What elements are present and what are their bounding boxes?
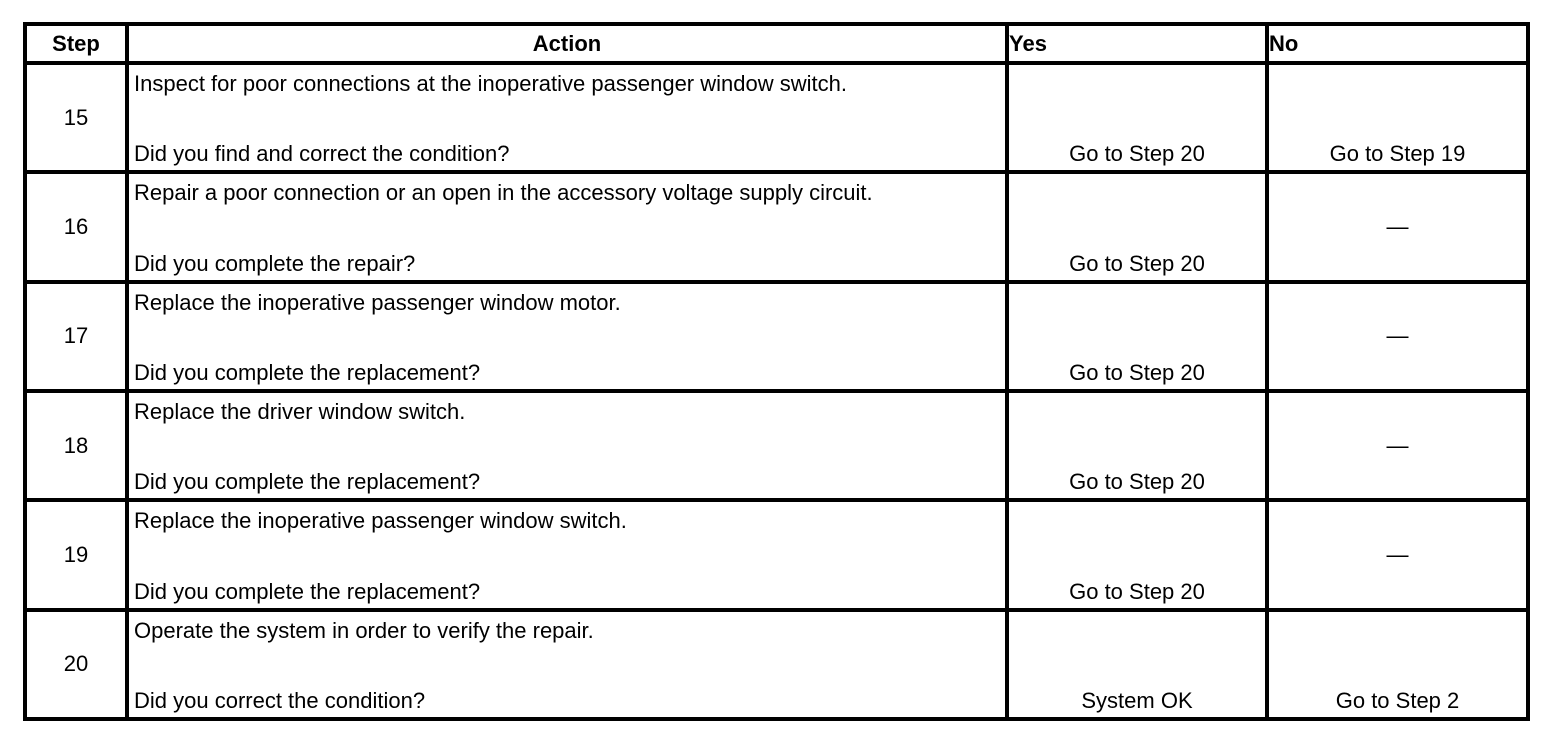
no-cell [1267, 500, 1528, 609]
yes-result: Go to Step 20 [1069, 359, 1205, 385]
action-question: Did you correct the condition? [134, 688, 426, 713]
yes-cell [1007, 172, 1267, 281]
action-cell [127, 172, 1007, 281]
action-cell [127, 610, 1007, 719]
no-result: Go to Step 2 [1335, 688, 1460, 713]
yes-cell [1007, 391, 1267, 500]
no-cell [1267, 172, 1528, 281]
table-row [25, 172, 1528, 281]
table-row [25, 282, 1528, 391]
yes-cell [1007, 282, 1267, 391]
action-instruction: Operate the system in order to verify the repair. [134, 617, 594, 643]
action-cell [127, 63, 1007, 172]
action-question: Did you complete the replacement? [134, 578, 481, 604]
yes-result: Go to Step 20 [1069, 578, 1205, 604]
step-number: 17 [25, 282, 127, 391]
yes-cell [1007, 610, 1267, 719]
diagnostic-table [23, 22, 1530, 721]
action-instruction: Repair a poor connection or an open in the accessory voltage supply circuit. [134, 180, 873, 206]
step-number: 18 [25, 391, 127, 500]
step-number: 20 [25, 610, 127, 719]
header-no: No [1267, 24, 1528, 63]
no-cell [1267, 282, 1528, 391]
table-row [25, 610, 1528, 719]
action-cell [127, 500, 1007, 609]
header-action: Action [127, 24, 1007, 63]
action-question: Did you complete the replacement? [134, 469, 481, 495]
yes-cell [1007, 500, 1267, 609]
header-yes: Yes [1007, 24, 1267, 63]
step-number: 19 [25, 500, 127, 609]
action-cell [127, 282, 1007, 391]
header-step: Step [25, 24, 127, 63]
yes-result: Go to Step 20 [1069, 250, 1205, 276]
action-instruction: Replace the inoperative passenger window motor. [134, 289, 621, 315]
action-instruction: Replace the driver window switch. [134, 398, 466, 424]
table-row [25, 500, 1528, 609]
action-cell [127, 391, 1007, 500]
table-header-row [25, 24, 1528, 63]
no-cell [1267, 610, 1528, 719]
step-number: 15 [25, 63, 127, 172]
no-result: Go to Step 19 [1329, 141, 1466, 167]
step-number: 16 [25, 172, 127, 281]
no-result: — [1386, 541, 1409, 567]
action-question: Did you complete the replacement? [134, 359, 481, 385]
action-instruction: Inspect for poor connections at the inoperative passenger window switch. [134, 71, 847, 96]
yes-result: Go to Step 20 [1069, 469, 1205, 495]
no-result: — [1386, 323, 1409, 349]
no-result: — [1386, 432, 1409, 458]
table-row [25, 391, 1528, 500]
yes-result: Go to Step 20 [1069, 141, 1205, 167]
table-row [25, 63, 1528, 172]
yes-result: System OK [1081, 688, 1193, 713]
action-instruction: Replace the inoperative passenger window switch. [134, 508, 627, 534]
action-question: Did you complete the repair? [134, 250, 416, 276]
no-cell [1267, 63, 1528, 172]
no-cell [1267, 391, 1528, 500]
yes-cell [1007, 63, 1267, 172]
no-result: — [1386, 213, 1409, 239]
action-question: Did you find and correct the condition? [134, 141, 510, 167]
